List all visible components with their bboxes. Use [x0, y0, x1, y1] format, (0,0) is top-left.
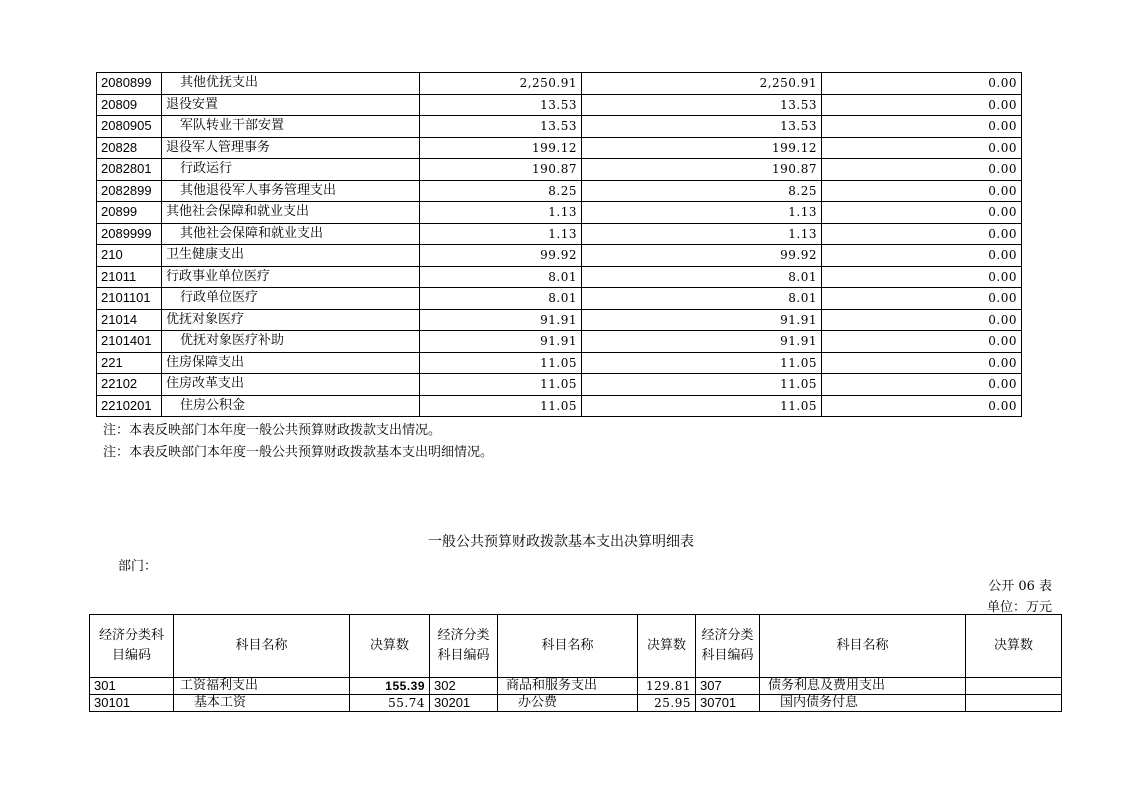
department-label: 部门： — [118, 559, 158, 574]
table-row — [97, 395, 1022, 417]
table-row — [97, 223, 1022, 245]
table-row — [97, 73, 1022, 95]
amount-cell: 91.91 — [582, 331, 822, 353]
table-row — [97, 266, 1022, 288]
table-row — [97, 159, 1022, 181]
amount-cell: 8.01 — [420, 266, 582, 288]
code-cell: 2080905 — [97, 116, 162, 138]
code-cell: 2080899 — [97, 73, 162, 95]
amount-cell: 11.05 — [582, 374, 822, 396]
code-cell: 302 — [430, 678, 498, 695]
name-cell: 退役安置 — [162, 94, 420, 116]
amount-cell: 0.00 — [822, 288, 1022, 310]
amount-cell: 0.00 — [822, 159, 1022, 181]
table-number: 公开 06 表 — [988, 579, 1052, 594]
code-cell: 2210201 — [97, 395, 162, 417]
amount-cell: 25.95 — [638, 695, 696, 712]
amount-cell: 13.53 — [582, 94, 822, 116]
name-cell: 基本工资 — [174, 695, 350, 712]
amount-cell: 8.25 — [420, 180, 582, 202]
amount-cell: 0.00 — [822, 331, 1022, 353]
name-cell: 住房保障支出 — [162, 352, 420, 374]
amount-cell: 13.53 — [420, 94, 582, 116]
name-cell: 优抚对象医疗补助 — [162, 331, 420, 353]
amount-cell: 0.00 — [822, 223, 1022, 245]
header-code-2: 经济分类科目编码 — [430, 615, 498, 678]
amount-cell: 11.05 — [420, 395, 582, 417]
table-row — [97, 94, 1022, 116]
amount-cell: 11.05 — [420, 352, 582, 374]
note-2: 注：本表反映部门本年度一般公共预算财政拨款基本支出明细情况。 — [103, 445, 494, 460]
code-cell: 307 — [696, 678, 760, 695]
table-row — [97, 309, 1022, 331]
amount-cell: 8.01 — [420, 288, 582, 310]
table-row — [97, 137, 1022, 159]
amount-cell: 1.13 — [420, 202, 582, 224]
amount-cell: 155.39 — [350, 678, 430, 695]
name-cell: 其他退役军人事务管理支出 — [162, 180, 420, 202]
amount-cell: 91.91 — [582, 309, 822, 331]
amount-cell: 2,250.91 — [420, 73, 582, 95]
amount-cell: 11.05 — [582, 352, 822, 374]
name-cell: 行政事业单位医疗 — [162, 266, 420, 288]
table-row — [97, 352, 1022, 374]
header-name-2: 科目名称 — [498, 615, 638, 678]
amount-cell: 11.05 — [420, 374, 582, 396]
expenditure-table — [96, 72, 1022, 417]
code-cell: 2082801 — [97, 159, 162, 181]
table-row — [97, 116, 1022, 138]
header-amount-3: 决算数 — [966, 615, 1062, 678]
amount-cell: 0.00 — [822, 116, 1022, 138]
table-row — [97, 202, 1022, 224]
amount-cell: 1.13 — [582, 202, 822, 224]
code-cell: 2089999 — [97, 223, 162, 245]
amount-cell: 0.00 — [822, 266, 1022, 288]
table-row — [97, 180, 1022, 202]
code-cell: 221 — [97, 352, 162, 374]
amount-cell: 0.00 — [822, 245, 1022, 267]
code-cell: 20828 — [97, 137, 162, 159]
header-amount-2: 决算数 — [638, 615, 696, 678]
name-cell: 其他社会保障和就业支出 — [162, 223, 420, 245]
amount-cell: 199.12 — [582, 137, 822, 159]
basic-expenditure-detail-table — [89, 614, 1062, 712]
amount-cell: 190.87 — [420, 159, 582, 181]
amount-cell: 8.25 — [582, 180, 822, 202]
amount-cell: 0.00 — [822, 137, 1022, 159]
amount-cell: 13.53 — [420, 116, 582, 138]
amount-cell: 99.92 — [582, 245, 822, 267]
code-cell: 2082899 — [97, 180, 162, 202]
amount-cell: 0.00 — [822, 374, 1022, 396]
amount-cell: 0.00 — [822, 352, 1022, 374]
amount-cell: 1.13 — [582, 223, 822, 245]
amount-cell: 199.12 — [420, 137, 582, 159]
amount-cell: 0.00 — [822, 180, 1022, 202]
code-cell: 210 — [97, 245, 162, 267]
amount-cell: 91.91 — [420, 309, 582, 331]
table-row — [97, 245, 1022, 267]
code-cell: 30201 — [430, 695, 498, 712]
header-code-3: 经济分类科目编码 — [696, 615, 760, 678]
code-cell: 2101401 — [97, 331, 162, 353]
table-row — [97, 331, 1022, 353]
note-1: 注：本表反映部门本年度一般公共预算财政拨款支出情况。 — [103, 423, 442, 438]
amount-cell: 2,250.91 — [582, 73, 822, 95]
name-cell: 退役军人管理事务 — [162, 137, 420, 159]
name-cell: 卫生健康支出 — [162, 245, 420, 267]
name-cell: 其他社会保障和就业支出 — [162, 202, 420, 224]
amount-cell: 8.01 — [582, 266, 822, 288]
header-name-1: 科目名称 — [174, 615, 350, 678]
amount-cell: 91.91 — [420, 331, 582, 353]
amount-cell: 8.01 — [582, 288, 822, 310]
amount-cell: 99.92 — [420, 245, 582, 267]
name-cell: 行政运行 — [162, 159, 420, 181]
amount-cell: 1.13 — [420, 223, 582, 245]
name-cell: 国内债务付息 — [760, 695, 966, 712]
name-cell: 住房改革支出 — [162, 374, 420, 396]
amount-cell — [966, 695, 1062, 712]
table-row — [97, 288, 1022, 310]
name-cell: 债务利息及费用支出 — [760, 678, 966, 695]
code-cell: 2101101 — [97, 288, 162, 310]
header-code-1: 经济分类科目编码 — [90, 615, 174, 678]
code-cell: 20899 — [97, 202, 162, 224]
header-amount-1: 决算数 — [350, 615, 430, 678]
table-row — [90, 695, 1062, 712]
amount-cell: 11.05 — [582, 395, 822, 417]
amount-cell: 190.87 — [582, 159, 822, 181]
table-row — [97, 374, 1022, 396]
amount-cell: 129.81 — [638, 678, 696, 695]
code-cell: 21011 — [97, 266, 162, 288]
header-row — [90, 615, 1062, 678]
name-cell: 其他优抚支出 — [162, 73, 420, 95]
name-cell: 商品和服务支出 — [498, 678, 638, 695]
header-name-3: 科目名称 — [760, 615, 966, 678]
name-cell: 行政单位医疗 — [162, 288, 420, 310]
amount-cell: 0.00 — [822, 395, 1022, 417]
code-cell: 301 — [90, 678, 174, 695]
code-cell: 22102 — [97, 374, 162, 396]
code-cell: 21014 — [97, 309, 162, 331]
amount-cell: 55.74 — [350, 695, 430, 712]
table-title: 一般公共预算财政拨款基本支出决算明细表 — [428, 534, 694, 550]
name-cell: 军队转业干部安置 — [162, 116, 420, 138]
table-row — [90, 678, 1062, 695]
unit-label: 单位：万元 — [986, 600, 1052, 615]
amount-cell: 0.00 — [822, 94, 1022, 116]
name-cell: 优抚对象医疗 — [162, 309, 420, 331]
name-cell: 办公费 — [498, 695, 638, 712]
amount-cell: 0.00 — [822, 73, 1022, 95]
code-cell: 30701 — [696, 695, 760, 712]
name-cell: 住房公积金 — [162, 395, 420, 417]
amount-cell: 13.53 — [582, 116, 822, 138]
code-cell: 20809 — [97, 94, 162, 116]
amount-cell: 0.00 — [822, 202, 1022, 224]
amount-cell — [966, 678, 1062, 695]
amount-cell: 0.00 — [822, 309, 1022, 331]
code-cell: 30101 — [90, 695, 174, 712]
name-cell: 工资福利支出 — [174, 678, 350, 695]
